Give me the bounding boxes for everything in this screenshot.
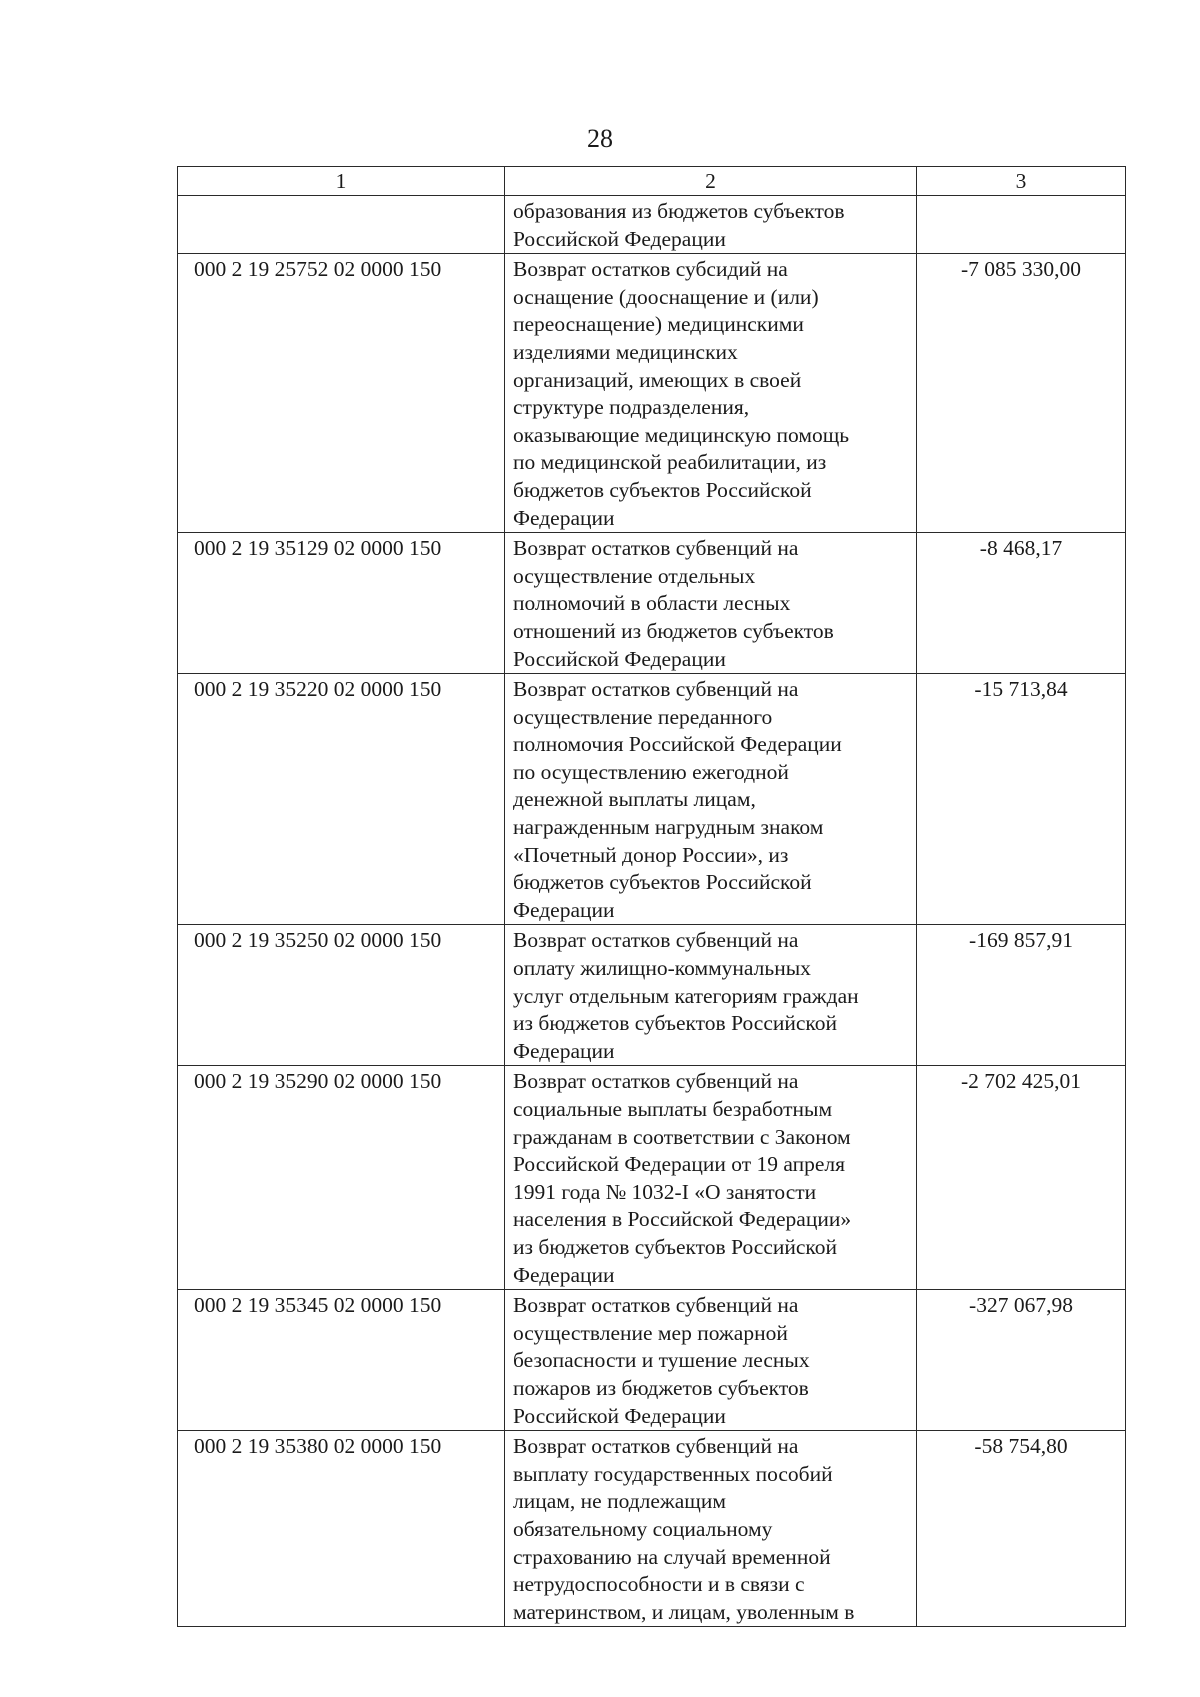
description-cell <box>505 533 917 674</box>
description-line: переоснащение) медицинскими <box>513 312 804 337</box>
description-line: «Почетный донор России», из <box>513 842 789 867</box>
amount-cell: -7 085 330,00 <box>917 254 1126 533</box>
description-line: Федерации <box>513 1262 615 1287</box>
description-line: награжденным нагрудным знаком <box>513 815 824 840</box>
description-line: оплату жилищно-коммунальных <box>513 956 811 981</box>
description-line: полномочий в области лесных <box>513 591 791 616</box>
table-row <box>178 925 1126 1066</box>
description-line: Российской Федерации от 19 апреля <box>513 1152 846 1177</box>
description-line: по медицинской реабилитации, из <box>513 450 827 475</box>
table-row <box>178 254 1126 533</box>
description-cell <box>505 254 917 533</box>
description-line: выплату государственных пособий <box>513 1461 833 1486</box>
description-line: пожаров из бюджетов субъектов <box>513 1375 809 1400</box>
description-line: Федерации <box>513 505 615 530</box>
description-line: Возврат остатков субвенций на <box>513 1069 799 1094</box>
description-cell <box>505 1066 917 1290</box>
description-line: Российской Федерации <box>513 1403 726 1428</box>
description-line: Возврат остатков субвенций на <box>513 928 799 953</box>
budget-code-cell: 000 2 19 35380 02 0000 150 <box>178 1431 505 1627</box>
budget-code-cell: 000 2 19 35345 02 0000 150 <box>178 1290 505 1431</box>
description-line: из бюджетов субъектов Российской <box>513 1234 838 1259</box>
table-row <box>178 533 1126 674</box>
description-cell <box>505 1290 917 1431</box>
table-row <box>178 1290 1126 1431</box>
description-line: осуществление мер пожарной <box>513 1320 788 1345</box>
budget-code-cell: 000 2 19 25752 02 0000 150 <box>178 254 505 533</box>
description-line: организаций, имеющих в своей <box>513 367 802 392</box>
description-line: полномочия Российской Федерации <box>513 732 842 757</box>
amount-cell: -58 754,80 <box>917 1431 1126 1627</box>
description-line: изделиями медицинских <box>513 339 738 364</box>
description-line: страхованию на случай временной <box>513 1544 831 1569</box>
description-line: из бюджетов субъектов Российской <box>513 1011 838 1036</box>
table-row <box>178 1431 1126 1627</box>
description-line: безопасности и тушение лесных <box>513 1348 810 1373</box>
amount-cell: -15 713,84 <box>917 674 1126 925</box>
description-line: обязательному социальному <box>513 1516 773 1541</box>
description-line: Возврат остатков субвенций на <box>513 536 799 561</box>
description-cell <box>505 196 917 254</box>
column-header-code: 1 <box>178 167 505 196</box>
description-line: Возврат остатков субвенций на <box>513 1293 799 1318</box>
description-line: Возврат остатков субвенций на <box>513 1434 799 1459</box>
description-line: оказывающие медицинскую помощь <box>513 422 850 447</box>
description-line: оснащение (дооснащение и (или) <box>513 284 819 309</box>
description-line: образования из бюджетов субъектов <box>513 199 845 223</box>
description-line: Российской Федерации <box>513 226 726 251</box>
description-line: бюджетов субъектов Российской <box>513 870 812 895</box>
column-header-amount: 3 <box>917 167 1126 196</box>
table-body <box>178 196 1126 1627</box>
description-line: социальные выплаты безработным <box>513 1097 833 1121</box>
description-line: денежной выплаты лицам, <box>513 787 756 812</box>
description-cell <box>505 674 917 925</box>
description-line: населения в Российской Федерации» <box>513 1207 852 1232</box>
description-line: осуществление переданного <box>513 704 773 729</box>
description-line: Возврат остатков субвенций на <box>513 677 799 702</box>
budget-code-cell: 000 2 19 35129 02 0000 150 <box>178 533 505 674</box>
amount-cell: -8 468,17 <box>917 533 1126 674</box>
description-line: материнством, и лицам, уволенным в <box>513 1599 855 1624</box>
budget-code-cell <box>178 196 505 254</box>
description-line: 1991 года № 1032-I «О занятости <box>513 1179 817 1204</box>
description-cell <box>505 925 917 1066</box>
table-row <box>178 1066 1126 1290</box>
description-line: осуществление отдельных <box>513 563 756 588</box>
description-line: Российской Федерации <box>513 646 726 671</box>
description-line: бюджетов субъектов Российской <box>513 477 812 502</box>
amount-cell: -169 857,91 <box>917 925 1126 1066</box>
table-row <box>178 196 1126 254</box>
column-header-description: 2 <box>505 167 917 196</box>
budget-code-cell: 000 2 19 35290 02 0000 150 <box>178 1066 505 1290</box>
budget-code-cell: 000 2 19 35220 02 0000 150 <box>178 674 505 925</box>
amount-cell: -2 702 425,01 <box>917 1066 1126 1290</box>
amount-cell <box>917 196 1126 254</box>
description-line: Федерации <box>513 897 615 922</box>
description-line: структуре подразделения, <box>513 395 750 420</box>
table-header <box>178 167 1126 196</box>
description-line: услуг отдельным категориям граждан <box>513 983 859 1008</box>
description-line: нетрудоспособности и в связи с <box>513 1572 805 1597</box>
amount-cell: -327 067,98 <box>917 1290 1126 1431</box>
description-line: лицам, не подлежащим <box>513 1489 726 1514</box>
header-row <box>178 167 1126 196</box>
description-line: отношений из бюджетов субъектов <box>513 618 834 643</box>
description-line: Возврат остатков субсидий на <box>513 257 788 282</box>
budget-code-cell: 000 2 19 35250 02 0000 150 <box>178 925 505 1066</box>
table-row <box>178 674 1126 925</box>
page-number: 28 <box>587 124 613 153</box>
description-line: Федерации <box>513 1038 615 1063</box>
budget-table <box>177 166 1126 1627</box>
description-cell <box>505 1431 917 1627</box>
description-line: по осуществлению ежегодной <box>513 759 789 784</box>
description-line: гражданам в соответствии с Законом <box>513 1124 851 1149</box>
